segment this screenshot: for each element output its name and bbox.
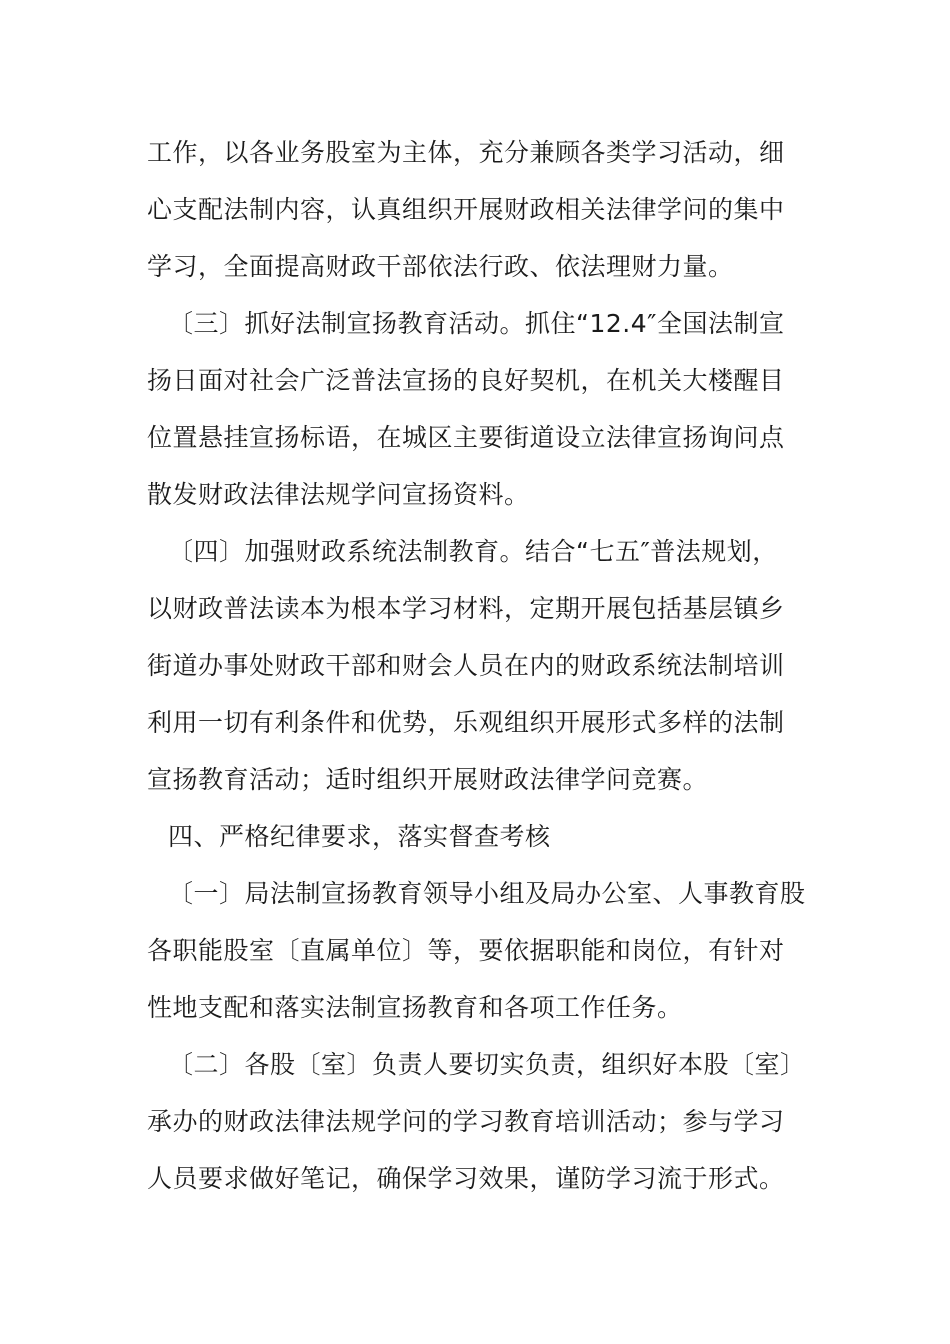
text-line: 位置悬挂宣扬标语，在城区主要街道设立法律宣扬询问点: [147, 423, 785, 452]
text-line: 学习，全面提高财政干部依法行政、依法理财力量。: [147, 252, 734, 281]
item-two-heading-line: 〔二〕各股〔室〕负责人要切实负责，组织好本股〔室〕: [168, 1050, 806, 1079]
text-line: 心支配法制内容，认真组织开展财政相关法律学问的集中: [147, 195, 785, 224]
text-line: 各职能股室〔直属单位〕等，要依据职能和岗位，有针对: [147, 936, 785, 965]
text-line: 宣扬教育活动；适时组织开展财政法律学问竞赛。: [147, 765, 709, 794]
text-line: 性地支配和落实法制宣扬教育和各项工作任务。: [147, 993, 683, 1022]
text-line: 工作，以各业务股室为主体，充分兼顾各类学习活动，细: [147, 138, 785, 167]
section-four-heading-line: 〔四〕加强财政系统法制教育。结合“七五″普法规划，: [168, 537, 778, 566]
text-line: 以财政普法读本为根本学习材料，定期开展包括基层镇乡: [147, 594, 785, 623]
text-line: 利用一切有利条件和优势，乐观组织开展形式多样的法制: [147, 708, 785, 737]
chapter-four-heading: 四、严格纪律要求，落实督查考核: [168, 822, 551, 851]
section-three-heading-line: 〔三〕抓好法制宣扬教育活动。抓住“12.4″全国法制宣: [168, 309, 785, 338]
text-line: 扬日面对社会广泛普法宣扬的良好契机，在机关大楼醒目: [147, 366, 785, 395]
text-line: 散发财政法律法规学问宣扬资料。: [147, 480, 530, 509]
item-one-heading-line: 〔一〕局法制宣扬教育领导小组及局办公室、人事教育股: [168, 879, 806, 908]
text-line: 人员要求做好笔记，确保学习效果，谨防学习流于形式。: [147, 1164, 785, 1193]
text-line: 承办的财政法律法规学问的学习教育培训活动；参与学习: [147, 1107, 785, 1136]
text-line: 街道办事处财政干部和财会人员在内的财政系统法制培训: [147, 651, 785, 680]
